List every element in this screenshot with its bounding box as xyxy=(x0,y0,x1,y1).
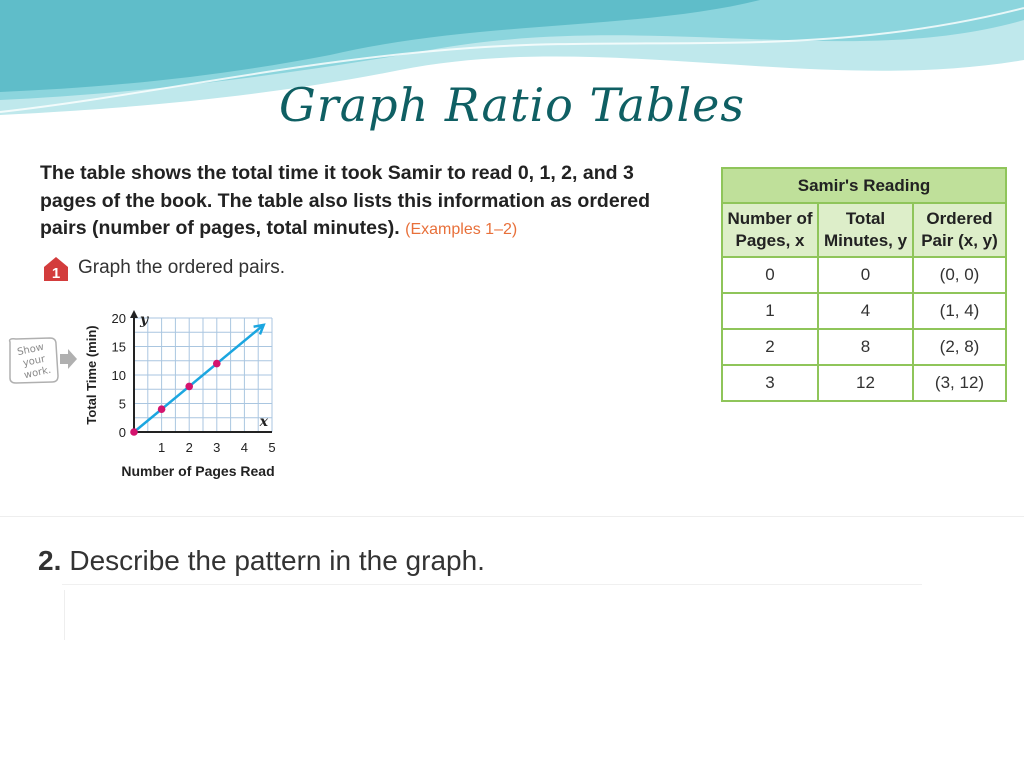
y-axis-title: Total Time (min) xyxy=(84,325,99,425)
x-axis-title: Number of Pages Read xyxy=(121,463,275,479)
data-point xyxy=(130,428,138,436)
data-point xyxy=(185,383,193,391)
step-number: 1 xyxy=(51,265,61,281)
table-cell: 4 xyxy=(818,293,913,329)
header-pages-line1: Number of xyxy=(727,209,813,228)
y-tick-label: 0 xyxy=(118,425,126,440)
y-tick-label: 15 xyxy=(111,339,126,355)
table-row xyxy=(722,365,1006,401)
intro-paragraph xyxy=(40,160,680,244)
table-caption: Samir's Reading xyxy=(722,168,1006,203)
header-pair-line1: Ordered xyxy=(926,209,993,228)
ordered-pairs-graph xyxy=(80,308,290,488)
x-tick-label: 4 xyxy=(240,440,249,455)
x-tick-label: 5 xyxy=(268,440,276,455)
y-axis-letter: y xyxy=(140,312,149,328)
examples-reference: (Examples 1–2) xyxy=(405,221,518,238)
y-tick-label: 10 xyxy=(111,368,126,383)
table-cell: 0 xyxy=(818,257,913,293)
slide-title: Graph Ratio Tables xyxy=(278,78,745,132)
step-instruction: Graph the ordered pairs. xyxy=(78,257,286,278)
step-1 xyxy=(42,255,285,281)
header-ordered-pair xyxy=(913,203,1006,257)
question-number: 2. xyxy=(38,545,62,576)
header-minutes-line2: Minutes, y xyxy=(823,231,908,250)
x-tick-label: 3 xyxy=(213,440,221,455)
header-pages-line2: Pages, x xyxy=(735,231,805,250)
y-axis-arrowhead xyxy=(130,310,138,318)
x-tick-label: 2 xyxy=(185,440,193,455)
intro-text: The table shows the total time it took Samir to read 0, 1, 2, and 3 pages of the book. The table also lists this information as ordered pairs (number of pages, total minutes). xyxy=(40,162,651,239)
house-icon xyxy=(42,255,74,281)
table-row xyxy=(722,329,1006,365)
table-cell: (1, 4) xyxy=(913,293,1006,329)
show-your-work-icon xyxy=(6,336,78,386)
table-cell: (3, 12) xyxy=(913,365,1006,401)
header-pages xyxy=(722,203,818,257)
answer-line xyxy=(62,584,922,585)
data-point xyxy=(213,360,221,368)
y-tick-label: 20 xyxy=(111,311,126,326)
x-tick-label: 1 xyxy=(157,440,166,455)
show-work-line-3: work. xyxy=(23,364,53,382)
header-pair-line2: Pair (x, y) xyxy=(921,231,998,250)
y-tick-label: 5 xyxy=(118,396,126,412)
table-row xyxy=(722,257,1006,293)
table-cell: (2, 8) xyxy=(913,329,1006,365)
table-cell: 2 xyxy=(722,329,818,365)
show-work-line-2: your xyxy=(21,353,47,370)
header-minutes-line1: Total xyxy=(845,209,886,228)
table-cell: 8 xyxy=(818,329,913,365)
section-divider xyxy=(0,516,1024,517)
header-minutes xyxy=(818,203,913,257)
samirs-reading-table xyxy=(721,167,1007,402)
answer-margin xyxy=(64,590,65,640)
question-2 xyxy=(38,545,485,577)
table-cell: 0 xyxy=(722,257,818,293)
table-row xyxy=(722,293,1006,329)
table-cell: (0, 0) xyxy=(913,257,1006,293)
table-cell: 1 xyxy=(722,293,818,329)
show-work-line-1: Show xyxy=(16,341,45,359)
table-cell: 12 xyxy=(818,365,913,401)
graph-axes xyxy=(130,310,272,432)
data-point xyxy=(158,405,166,413)
question-text: Describe the pattern in the graph. xyxy=(69,545,485,576)
x-axis-letter: x xyxy=(259,414,268,430)
table-cell: 3 xyxy=(722,365,818,401)
